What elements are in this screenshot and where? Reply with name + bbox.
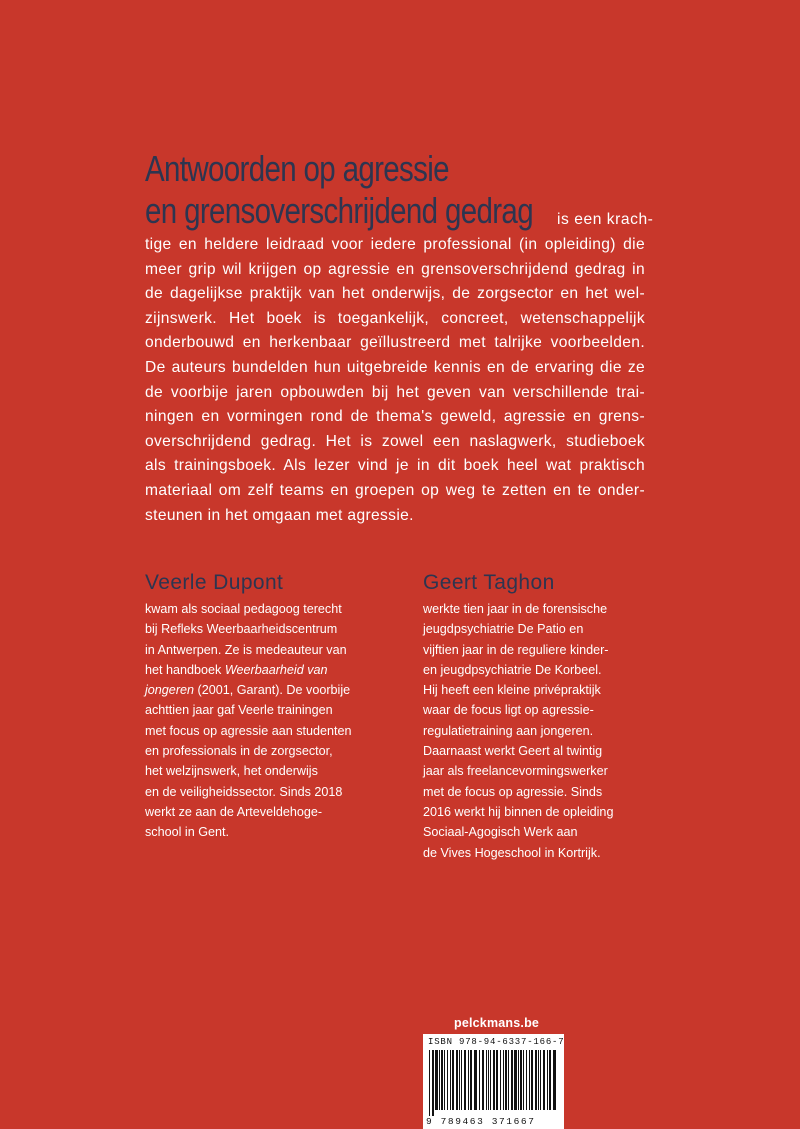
barcode-digits: 9 789463 371667 (426, 1116, 536, 1127)
bio-line: het welzijnswerk, het onderwijs (145, 764, 318, 779)
blurb-line: de voorbije jaren opbouwden bij het geven van verschillende trai- (145, 383, 645, 401)
barcode-bar (553, 1050, 556, 1110)
barcode-bar (549, 1050, 551, 1110)
barcode-bar (459, 1050, 460, 1110)
barcode-bar (464, 1050, 466, 1110)
barcode-bar (493, 1050, 495, 1110)
barcode-bar (488, 1050, 489, 1110)
book-reference-title: jongeren (145, 683, 195, 698)
bio-line: regulatietraining aan jongeren. (423, 723, 594, 738)
barcode-bar (511, 1050, 513, 1110)
barcode-bars-icon (429, 1050, 558, 1116)
bio-line: Sociaal-Agogisch Werk aan (423, 825, 578, 840)
bio-line: achttien jaar gaf Veerle trainingen (145, 703, 333, 718)
bio-line: kwam als sociaal pedagoog terecht (145, 602, 342, 616)
bio-line: met de focus op agressie. Sinds (423, 784, 603, 799)
barcode-bar (470, 1050, 472, 1110)
barcode-bar (468, 1050, 469, 1110)
barcode-bar (503, 1050, 504, 1110)
blurb-lead-text: is een krach- (557, 211, 654, 228)
author-geert-taghon (423, 570, 663, 863)
barcode-bar (526, 1050, 527, 1110)
blurb-line: ningen en vormingen rond de thema's geweld, agressie en grens- (145, 408, 645, 426)
barcode-bar (486, 1050, 487, 1110)
barcode-bar (496, 1050, 498, 1110)
bio-line (145, 660, 385, 680)
barcode-bar (482, 1050, 484, 1110)
book-reference-title: Weerbaarheid van (224, 662, 328, 677)
barcode-bar (540, 1050, 541, 1110)
bio-line: Daarnaast werkt Geert al twintig (423, 744, 603, 759)
barcode-bar (505, 1050, 507, 1110)
barcode-bar (447, 1050, 448, 1110)
publisher-website: pelckmans.be (454, 1016, 540, 1030)
barcode-bar (531, 1050, 533, 1110)
barcode-bar (456, 1050, 458, 1110)
blurb-line: meer grip wil krijgen op agressie en grensoverschrijdend gedrag in (145, 260, 645, 278)
barcode-bar (432, 1050, 434, 1116)
author-veerle-dupont (145, 570, 385, 843)
blurb-line: onderbouwd en herkenbaar geïllustreerd met talrijke voorbeelden. (145, 334, 645, 352)
blurb-line: zijnswerk. Het boek is toegankelijk, concreet, wetenschappelijk (145, 309, 645, 327)
barcode-bar (538, 1050, 539, 1110)
book-title-line-2: en grensoverschrijdend gedrag (145, 190, 533, 231)
bio-line: in Antwerpen. Ze is medeauteur van (145, 642, 347, 657)
barcode-bar (543, 1050, 545, 1110)
bio-text: (2001, Garant). De voorbije (194, 683, 351, 698)
barcode-bar (435, 1050, 438, 1110)
isbn-barcode (423, 1034, 564, 1129)
blurb-line: tige en heldere leidraad voor iedere professional (in opleiding) die (145, 236, 645, 253)
bio-line: school in Gent. (145, 825, 230, 840)
bio-line: de Vives Hogeschool in Kortrijk. (423, 845, 601, 860)
barcode-bar (518, 1050, 519, 1110)
bio-line: en de veiligheidssector. Sinds 2018 (145, 784, 343, 799)
barcode-bar (490, 1050, 491, 1110)
blurb-line: overschrijdend gedrag. Het is zowel een naslagwerk, studieboek (145, 432, 645, 450)
bio-line (145, 680, 385, 700)
barcode-bar (439, 1050, 440, 1110)
barcode-bar (523, 1050, 524, 1110)
barcode-bar (450, 1050, 451, 1110)
blurb-line: De auteurs bundelden hun uitgebreide kennis en de ervaring die ze (145, 358, 645, 376)
blurb-paragraph (145, 233, 645, 528)
book-title (145, 148, 533, 232)
bio-line: 2016 werkt hij binnen de opleiding (423, 804, 614, 819)
bio-line: met focus op agressie aan studenten (145, 723, 352, 738)
bio-line: en professionals in de zorgsector, (145, 744, 333, 759)
barcode-bar (514, 1050, 517, 1110)
author-name: Veerle Dupont (145, 571, 284, 594)
barcode-bar (547, 1050, 548, 1110)
barcode-bar (461, 1050, 462, 1110)
blurb-line: steunen in het omgaan met agressie. (145, 506, 414, 524)
bio-line: vijftien jaar in de reguliere kinder- (423, 642, 609, 657)
bio-line: jaar als freelancevormingswerker (423, 764, 608, 779)
barcode-bar (535, 1050, 537, 1110)
barcode-bar (520, 1050, 522, 1110)
barcode-bar (508, 1050, 509, 1110)
barcode-bar (479, 1050, 480, 1110)
bio-line: werkte tien jaar in de forensische (423, 602, 608, 616)
isbn-label: ISBN 978-94-6337-166-7 (428, 1037, 565, 1047)
barcode-bar (444, 1050, 445, 1110)
bio-line: waar de focus ligt op agressie- (423, 703, 594, 718)
bio-line: Hij heeft een kleine privépraktijk (423, 683, 601, 698)
barcode-bar (474, 1050, 477, 1110)
blurb-line: de dagelijkse praktijk van het onderwijs, de zorgsector en het wel- (145, 285, 645, 303)
author-bio (423, 599, 663, 863)
barcode-bar (429, 1050, 430, 1116)
author-name: Geert Taghon (423, 571, 555, 594)
book-title-line-1: Antwoorden op agressie (145, 148, 449, 189)
blurb-line: als trainingsboek. Als lezer vind je in dit boek heel wat praktisch (145, 457, 645, 475)
bio-text: het handboek (145, 662, 225, 677)
bio-line: jeugdpsychiatrie De Patio en (423, 622, 584, 637)
author-bio (145, 599, 385, 843)
blurb-line: materiaal om zelf teams en groepen op weg te zetten en te onder- (145, 481, 645, 499)
bio-line: en jeugdpsychiatrie De Korbeel. (423, 662, 602, 677)
barcode-bar (452, 1050, 454, 1110)
bio-line: bij Refleks Weerbaarheidscentrum (145, 622, 338, 637)
barcode-bar (441, 1050, 443, 1110)
barcode-bar (529, 1050, 530, 1110)
bio-line: werkt ze aan de Arteveldehoge- (145, 804, 323, 819)
barcode-bar (500, 1050, 501, 1110)
